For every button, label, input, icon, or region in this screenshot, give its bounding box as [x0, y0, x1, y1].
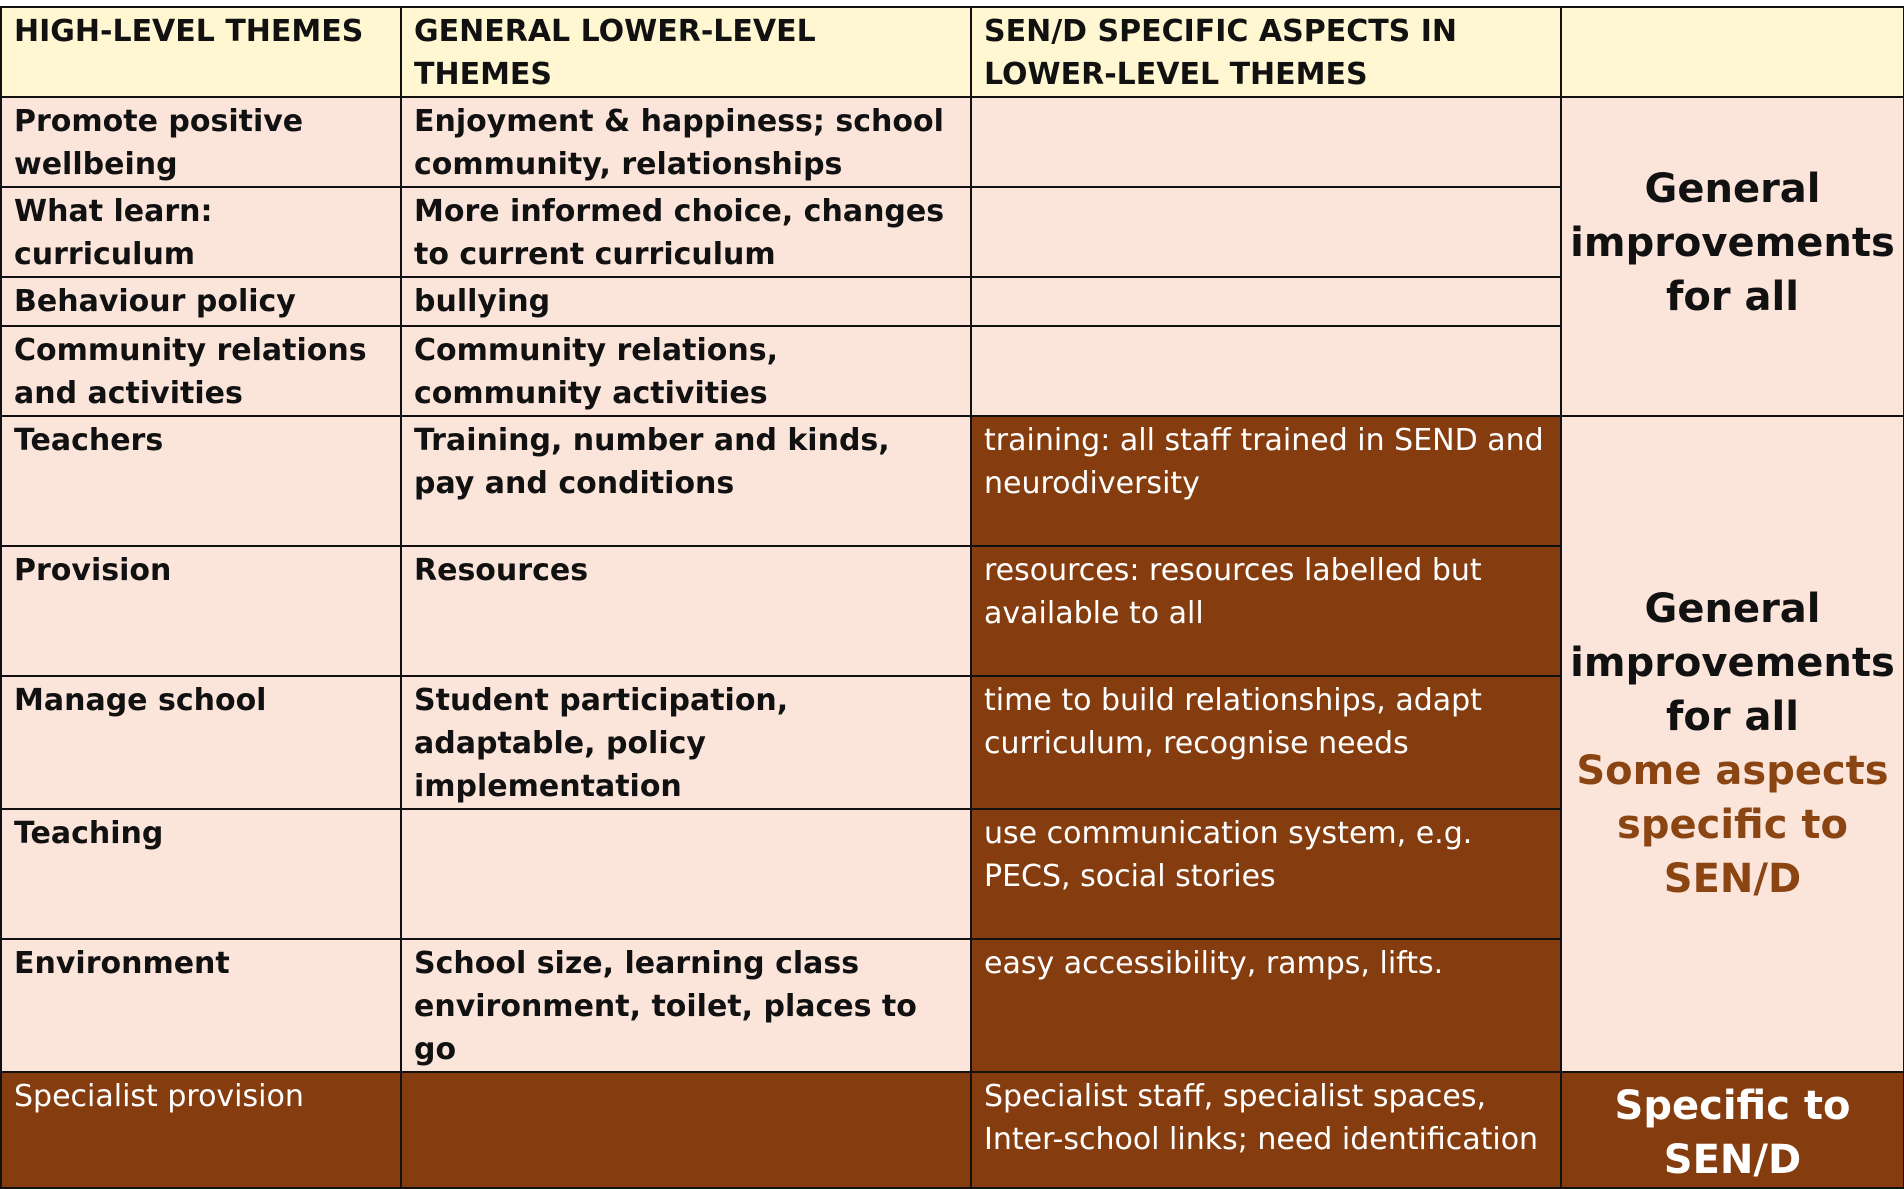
send-aspect: easy accessibility, ramps, lifts.	[971, 939, 1561, 1072]
send-aspect	[971, 277, 1561, 326]
send-aspect: use communication system, e.g. PECS, social stories	[971, 809, 1561, 939]
side-label-mixed-specific: Some aspects specific to SEN/D	[1576, 748, 1889, 902]
table-row	[1, 97, 1904, 187]
side-label-mixed	[1561, 416, 1904, 1072]
header-row	[1, 7, 1904, 97]
general-theme: bullying	[401, 277, 971, 326]
general-theme	[401, 1072, 971, 1188]
send-aspect: training: all staff trained in SEND and neurodiversity	[971, 416, 1561, 546]
general-theme: School size, learning class environment, toilet, places to go	[401, 939, 971, 1072]
send-aspect	[971, 187, 1561, 277]
general-theme: Training, number and kinds, pay and conditions	[401, 416, 971, 546]
high-level-theme: Provision	[1, 546, 401, 676]
high-level-theme: Manage school	[1, 676, 401, 809]
table-row	[1, 416, 1904, 546]
send-aspect: Specialist staff, specialist spaces, Inter-school links; need identification	[971, 1072, 1561, 1188]
general-theme: Resources	[401, 546, 971, 676]
high-level-theme: Teaching	[1, 809, 401, 939]
general-theme: Community relations, community activities	[401, 326, 971, 416]
high-level-theme: Behaviour policy	[1, 277, 401, 326]
side-label-specific-text: Specific to SEN/D	[1614, 1083, 1851, 1183]
general-theme: Enjoyment & happiness; school community, relationships	[401, 97, 971, 187]
high-level-theme: Environment	[1, 939, 401, 1072]
send-aspect: resources: resources labelled but available to all	[971, 546, 1561, 676]
general-theme: More informed choice, changes to current curriculum	[401, 187, 971, 277]
send-aspect	[971, 326, 1561, 416]
table-row-specialist	[1, 1072, 1904, 1188]
header-high-level: HIGH-LEVEL THEMES	[1, 7, 401, 97]
side-label-specific	[1561, 1072, 1904, 1188]
high-level-theme: Promote positive wellbeing	[1, 97, 401, 187]
general-theme: Student participation, adaptable, policy implementation	[401, 676, 971, 809]
header-blank	[1561, 7, 1904, 97]
general-theme	[401, 809, 971, 939]
header-general-lower-level: GENERAL LOWER-LEVEL THEMES	[401, 7, 971, 97]
header-send-specific: SEN/D SPECIFIC ASPECTS IN LOWER-LEVEL THEMES	[971, 7, 1561, 97]
side-label-mixed-general: General improvements for all	[1570, 586, 1895, 740]
side-label-general-text: General improvements for all	[1570, 166, 1895, 320]
high-level-theme: Teachers	[1, 416, 401, 546]
side-label-general	[1561, 97, 1904, 416]
themes-table	[0, 6, 1904, 1189]
high-level-theme: Community relations and activities	[1, 326, 401, 416]
high-level-theme: What learn: curriculum	[1, 187, 401, 277]
send-aspect: time to build relationships, adapt curriculum, recognise needs	[971, 676, 1561, 809]
send-aspect	[971, 97, 1561, 187]
high-level-theme: Specialist provision	[1, 1072, 401, 1188]
